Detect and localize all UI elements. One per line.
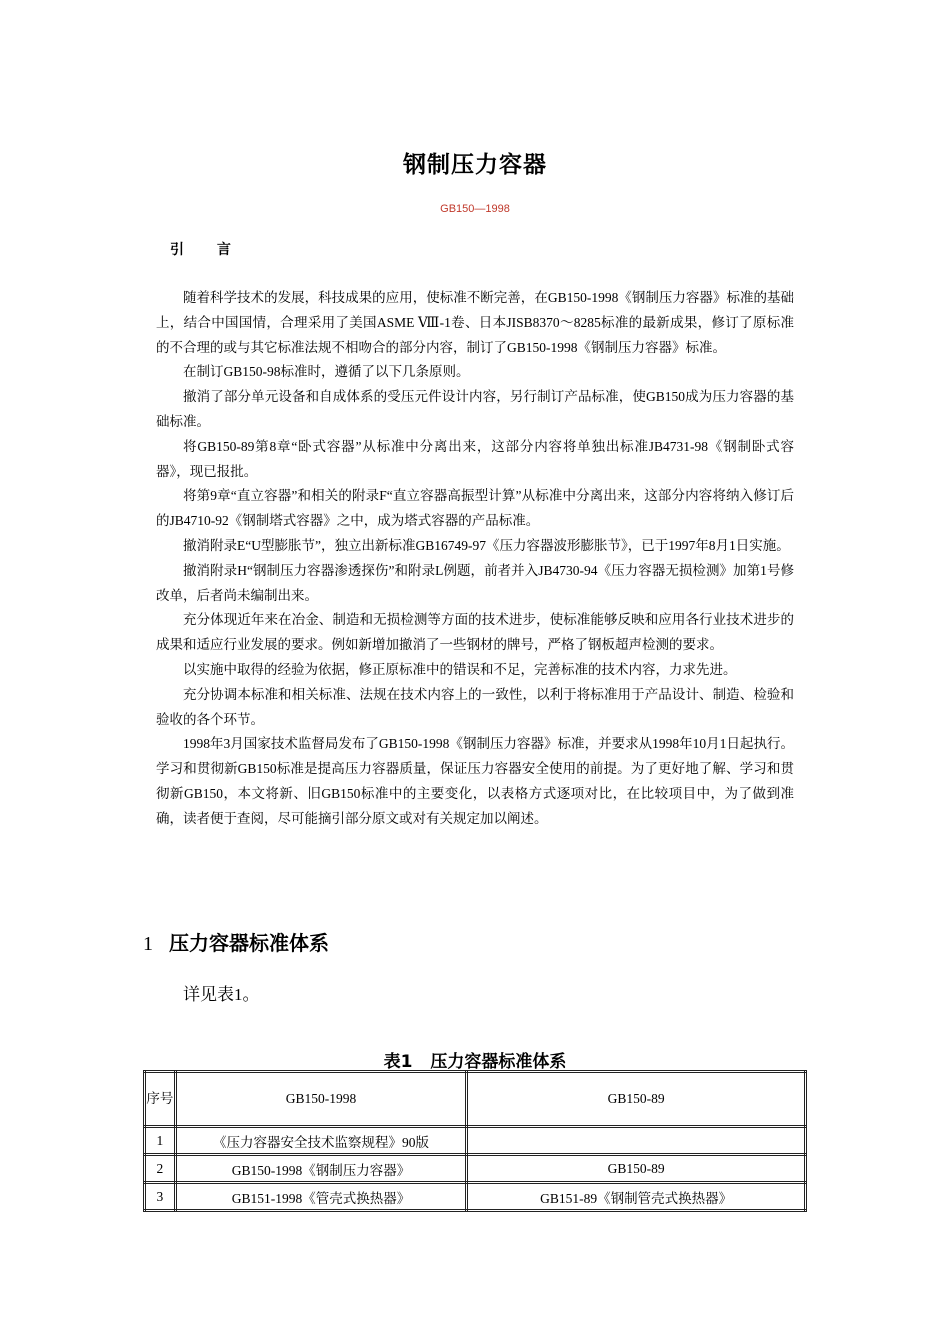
section-title: 压力容器标准体系 [169,931,329,955]
cell-new: GB150-1998《钢制压力容器》 [175,1155,466,1183]
standards-table [143,1070,807,1212]
section-heading [143,927,329,956]
cell-old: GB150-89 [467,1155,806,1183]
table-row [145,1127,806,1155]
cell-new: GB151-1998《管壳式换热器》 [175,1183,466,1211]
cell-old: GB151-89《钢制管壳式换热器》 [467,1183,806,1211]
paragraph: 以实施中取得的经验为依据，修正原标准中的错误和不足，完善标准的技术内容，力求先进。 [183,661,737,677]
document-title: 钢制压力容器 [403,152,547,178]
paragraph: 将GB150-89第8章“卧式容器”从标准中分离出来，这部分内容将单独出标准JB4731-98《钢制卧式容器》，现已报批。 [156,438,794,479]
section-number: 1 [143,933,153,955]
table-caption-title: 压力容器标准体系 [430,1052,567,1072]
see-table-text: 详见表1。 [183,985,260,1004]
preface-heading: 引 言 [170,242,245,258]
paragraph: 撤消了部分单元设备和自成体系的受压元件设计内容，另行制订产品标准，使GB150成为压力容器的基础标准。 [156,389,794,429]
cell-seq: 2 [145,1155,176,1183]
paragraph: 在制订GB150-98标准时，遵循了以下几条原则。 [183,364,470,380]
header-gb150-1998: GB150-1998 [175,1072,466,1127]
paragraph: 将第9章“直立容器”和相关的附录F“直立容器高振型计算”从标准中分离出来，这部分内容将纳入修订后的JB4710-92《钢制塔式容器》之中，成为塔式容器的产品标准。 [156,488,794,529]
cell-old [467,1127,806,1155]
cell-seq: 1 [145,1127,176,1155]
table-caption [0,1047,950,1072]
paragraph: 充分体现近年来在冶金、制造和无损检测等方面的技术进步，使标准能够反映和应用各行业技术进步的成果和适应行业发展的要求。例如新增加撤消了一些钢材的牌号，严格了钢板超声检测的要求。 [156,612,794,653]
table-row [145,1183,806,1211]
cell-seq: 3 [145,1183,176,1211]
cell-new: 《压力容器安全技术监察规程》90版 [175,1127,466,1155]
header-seq: 序号 [145,1072,176,1127]
table-caption-number: 表1 [383,1052,413,1072]
paragraph: 1998年3月国家技术监督局发布了GB150-1998《钢制压力容器》标准，并要求从1998年10月1日起执行。学习和贯彻新GB150标准是提高压力容器质量，保证压力容器安全使用的前提。为了更好地了解、学习和贯彻新GB150，本文将新、旧GB150标准中的主要变化，以表格方式逐项对比，在比较项目中，为了做到准确，读者便于查阅，尽可能摘引部分原文或对有关规定加以阐述。 [156,736,794,826]
header-gb150-89: GB150-89 [467,1072,806,1127]
preface-body [156,286,794,832]
standard-code: GB150—1998 [440,203,510,215]
paragraph: 撤消附录H“钢制压力容器渗透探伤”和附录L例题，前者并入JB4730-94《压力容器无损检测》加第1号修改单，后者尚未编制出来。 [156,562,794,603]
table-row [145,1155,806,1183]
paragraph: 随着科学技术的发展，科技成果的应用，使标准不断完善，在GB150-1998《钢制压力容器》标准的基础上，结合中国国情，合理采用了美国ASME Ⅷ-1卷、日本JISB8370～8285标准的最新成果，修订了原标准的不合理的或与其它标准法规不相吻合的部分内容，制订了GB150-1998《钢制压力容器》标准。 [156,290,794,355]
paragraph: 充分协调本标准和相关标准、法规在技术内容上的一致性，以利于将标准用于产品设计、制造、检验和验收的各个环节。 [156,686,794,727]
paragraph: 撤消附录E“U型膨胀节”，独立出新标准GB16749-97《压力容器波形膨胀节》，已于1997年8月1日实施。 [183,537,790,553]
table-header-row [145,1072,806,1127]
